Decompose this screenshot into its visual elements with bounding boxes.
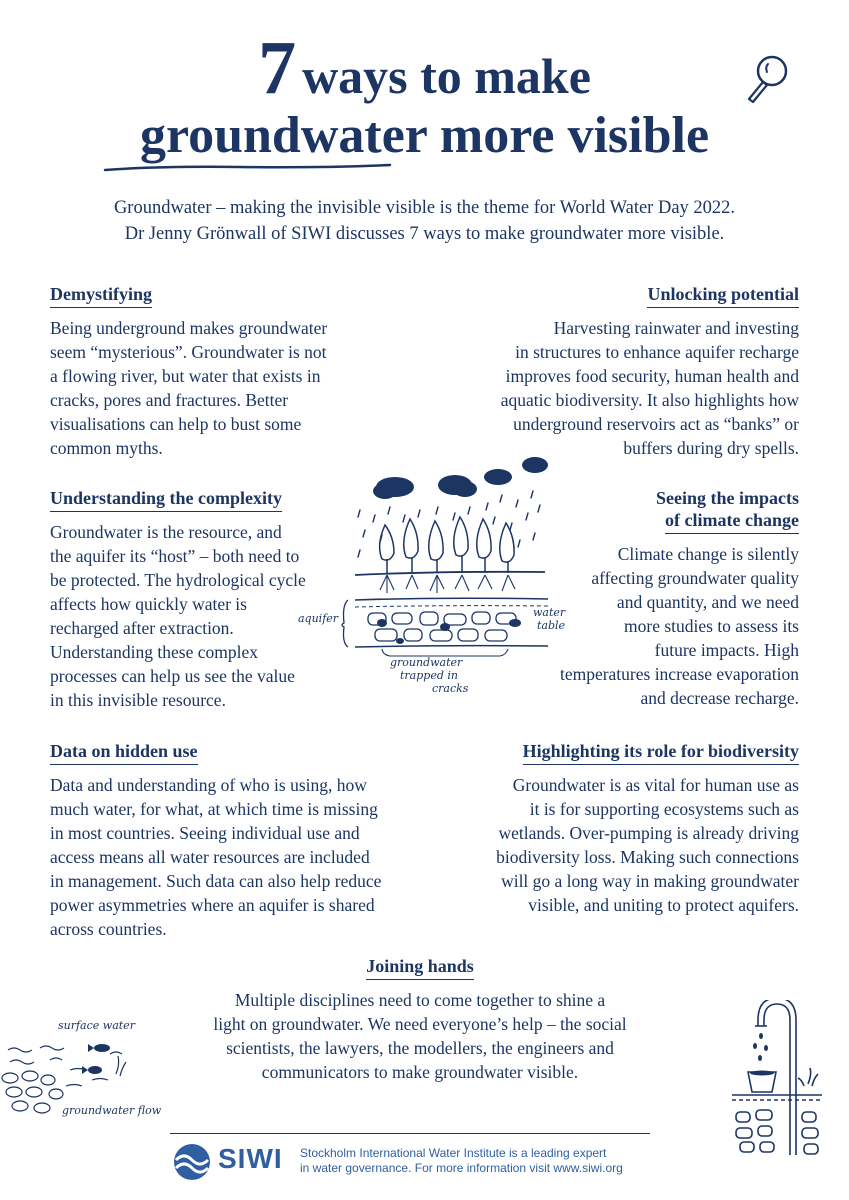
body-line: underground reservoirs act as “banks” or — [513, 414, 799, 434]
body-line: common myths. — [50, 438, 163, 458]
body-line: Groundwater is as vital for human use as — [512, 775, 799, 795]
body-line: affecting groundwater quality — [591, 568, 799, 588]
intro-paragraph — [40, 195, 809, 247]
section-data-hidden-use — [50, 740, 460, 941]
magnifier-icon — [740, 52, 792, 107]
section-heading: Highlighting its role for biodiversity — [523, 740, 799, 765]
intro-line: Groundwater – making the invisible visible is the theme for World Water Day 2022. — [113, 198, 736, 218]
section-body — [419, 316, 799, 460]
label-aquifer: aquifer — [298, 612, 339, 625]
label-groundwater-2: trapped in — [400, 669, 458, 682]
section-heading: Demystifying — [50, 283, 152, 308]
body-line: be protected. The hydrological cycle — [50, 570, 306, 590]
section-joining-hands — [180, 955, 660, 1084]
body-line: across countries. — [50, 919, 167, 939]
section-biodiversity — [459, 740, 799, 917]
body-line: more studies to assess its — [624, 616, 799, 636]
body-line: in management. Such data can also help reduce — [50, 871, 382, 891]
section-heading: Unlocking potential — [647, 283, 799, 308]
body-line: Climate change is silently — [617, 544, 799, 564]
section-heading-line2: of climate change — [665, 509, 799, 534]
body-line: buffers during dry spells. — [623, 438, 799, 458]
page-title-line2: groundwater more visible — [139, 107, 710, 164]
section-unlocking-potential — [419, 283, 799, 460]
title-underline-icon — [100, 158, 400, 178]
intro-line: Dr Jenny Grönwall of SIWI discusses 7 ways to make groundwater more visible. — [124, 224, 725, 244]
body-line: and decrease recharge. — [640, 688, 799, 708]
body-line: it is for supporting ecosystems such as — [529, 799, 799, 819]
body-line: Multiple disciplines need to come together to shine a — [234, 990, 606, 1010]
body-line: access means all water resources are included — [50, 847, 370, 867]
section-heading: Joining hands — [366, 955, 474, 980]
body-line: in this invisible resource. — [50, 690, 226, 710]
label-groundwater-3: cracks — [432, 682, 469, 695]
section-body — [50, 773, 460, 941]
body-line: Data and understanding of who is using, how — [50, 775, 367, 795]
fish-icons — [82, 1044, 110, 1074]
body-line: cracks, pores and fractures. Better — [50, 390, 289, 410]
body-line: visualisations can help to bust some — [50, 414, 302, 434]
section-heading-line1: Seeing the impacts — [656, 488, 799, 508]
title-line1-text: ways to make — [302, 48, 591, 104]
body-line: light on groundwater. We need everyone’s help – the social — [213, 1014, 627, 1034]
body-line: improves food security, human health and — [505, 366, 799, 386]
section-body — [180, 988, 660, 1084]
label-groundwater-flow: groundwater flow — [62, 1104, 162, 1117]
body-line: biodiversity loss. Making such connections — [496, 847, 799, 867]
body-line: Being underground makes groundwater — [50, 318, 328, 338]
tap-well-illustration — [722, 1000, 832, 1160]
body-line: temperatures increase evaporation — [559, 664, 799, 684]
title-number: 7 — [258, 26, 297, 110]
body-line: and quantity, and we need — [616, 592, 799, 612]
body-line: visible, and uniting to protect aquifers. — [528, 895, 799, 915]
body-line: scientists, the lawyers, the modellers, the engineers and — [226, 1038, 614, 1058]
body-line: affects how quickly water is — [50, 594, 247, 614]
body-line: seem “mysterious”. Groundwater is not — [50, 342, 327, 362]
body-line: in most countries. Seeing individual use and — [50, 823, 360, 843]
section-heading: Data on hidden use — [50, 740, 198, 765]
body-line: the aquifer its “host” – both need to — [50, 546, 300, 566]
rain-icon — [358, 491, 540, 557]
body-line: will go a long way in making groundwater — [501, 871, 799, 891]
label-surface-water: surface water — [58, 1019, 135, 1032]
page-title-line1 — [0, 26, 849, 110]
label-groundwater-1: groundwater — [390, 656, 463, 669]
body-line: much water, for what, at which time is missing — [50, 799, 378, 819]
body-line: recharged after extraction. — [50, 618, 234, 638]
label-water-table-2: table — [537, 619, 566, 632]
tree-icons — [380, 517, 514, 573]
body-line: communicators to make groundwater visible. — [261, 1062, 579, 1082]
body-line: in structures to enhance aquifer recharge — [515, 342, 799, 362]
body-line: Understanding these complex — [50, 642, 259, 662]
body-line: Groundwater is the resource, and — [50, 522, 282, 542]
cloud-icons — [373, 457, 548, 499]
body-line: a flowing river, but water that exists in — [50, 366, 321, 386]
section-body — [50, 316, 380, 460]
footer-divider — [170, 1133, 650, 1134]
footer-line: Stockholm International Water Institute is a leading expert — [300, 1146, 607, 1160]
section-body — [459, 773, 799, 917]
footer-line: in water governance. For more information visit www.siwi.org — [300, 1161, 623, 1175]
body-line: Harvesting rainwater and investing — [553, 318, 799, 338]
footer-description — [300, 1146, 660, 1176]
siwi-logo-icon — [172, 1142, 212, 1182]
body-line: future impacts. High — [654, 640, 799, 660]
section-demystifying — [50, 283, 380, 460]
section-heading: Understanding the complexity — [50, 487, 282, 512]
body-line: aquatic biodiversity. It also highlights how — [500, 390, 799, 410]
body-line: power asymmetries where an aquifer is shared — [50, 895, 375, 915]
body-line: wetlands. Over-pumping is already driving — [498, 823, 799, 843]
label-water-table-1: water — [533, 606, 566, 619]
siwi-logo-text: SIWI — [218, 1143, 283, 1174]
body-line: processes can help us see the value — [50, 666, 295, 686]
